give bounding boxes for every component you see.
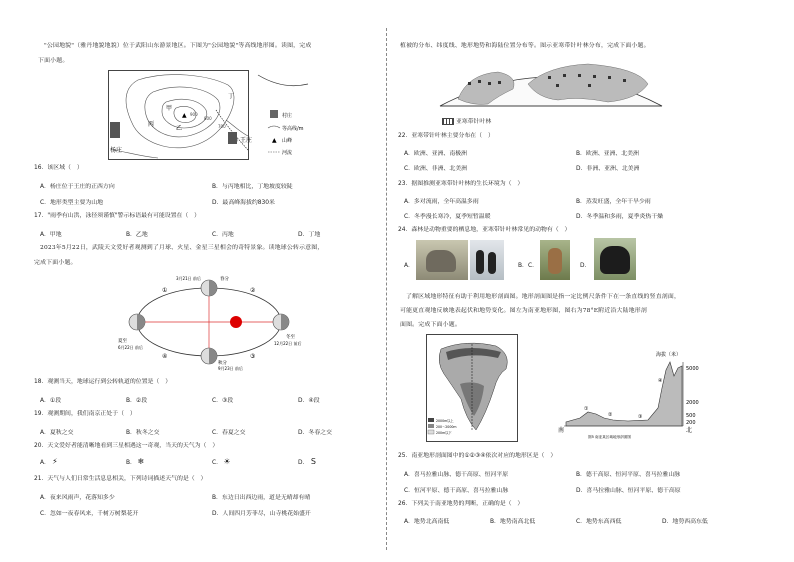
terrain-profile xyxy=(566,362,682,426)
legend-high-swatch xyxy=(428,418,434,422)
q26-option-a[interactable]: A．地势北高南低 xyxy=(404,519,450,525)
q16-option-a[interactable]: A．杨庄位于王庄的正西方向 xyxy=(40,184,115,190)
legend-low-swatch xyxy=(428,430,434,434)
intro2-line2: 完成下面小题。 xyxy=(34,260,77,266)
kangaroo-icon xyxy=(548,248,562,274)
q18-option-c[interactable]: C．③段 xyxy=(212,398,234,404)
label-jia: 甲 xyxy=(166,105,173,112)
tick-2000: 2000 xyxy=(686,400,699,406)
q24-option-b[interactable]: B． xyxy=(518,263,528,269)
legend-mid-swatch xyxy=(428,424,434,428)
forest-legend-swatch xyxy=(442,118,454,125)
q24-option-c[interactable]: C． xyxy=(528,263,539,269)
date-summer: 6月22日 前后 xyxy=(118,345,143,350)
legend-village-icon xyxy=(270,110,278,118)
forest-legend-label: 亚寒带针叶林 xyxy=(455,119,492,125)
q23-option-b[interactable]: B．蒸发旺盛，全年干旱少雨 xyxy=(576,199,651,205)
q26-option-d[interactable]: D．地势西高东低 xyxy=(662,519,708,525)
label-ding: 丁 xyxy=(228,93,235,100)
q21-stem: 21．天气与人们日常生活息息相关，下列诗词描述天气的是（ ） xyxy=(34,476,207,482)
q18-option-d[interactable]: D．④段 xyxy=(298,398,320,404)
q25-option-d[interactable]: D．喜马拉雅山脉、恒河平原、德干高原 xyxy=(576,488,681,494)
intro2-line1: 2023年5月22日，武陵天文爱好者观测到了月球、火星、金星三星相会的奇特景象。读地球公转示意图， xyxy=(40,245,324,251)
legend-river: 河流 xyxy=(282,150,293,156)
elevation-profile xyxy=(558,348,708,442)
q24-option-a[interactable]: A． xyxy=(404,263,414,269)
taiga-distribution-map xyxy=(438,54,664,116)
contour-label-2: 800 xyxy=(204,116,212,121)
contour-lines xyxy=(113,75,248,158)
legend-village: 村庄 xyxy=(282,113,293,119)
label-winter: 冬至 xyxy=(286,335,295,340)
q24-option-d[interactable]: D． xyxy=(580,263,591,269)
q19-option-a[interactable]: A．夏秋之交 xyxy=(40,430,74,436)
label-south: 南 xyxy=(558,427,565,434)
q20-option-d-letter: D． xyxy=(298,460,309,466)
penguin-icon xyxy=(476,250,484,274)
q22-option-c[interactable]: C．欧洲、非洲、北美洲 xyxy=(404,166,468,172)
q17-option-a[interactable]: A．甲地 xyxy=(40,232,62,238)
intro-paragraph-line1: "公园地貌"（雅丹地貌地貌）位于武阳山东游景地区。下图为"公园地貌"等高线地形图。读图，完成 xyxy=(44,43,312,49)
hail-icon: ❄ xyxy=(137,457,145,466)
peak-icon: ▲ xyxy=(182,112,187,119)
q19-option-c[interactable]: C．春夏之交 xyxy=(212,430,246,436)
date-spring: 3月21日 前后 xyxy=(176,276,201,281)
legend-contour: 等高线/m xyxy=(282,126,304,132)
column-divider xyxy=(386,28,387,550)
q25-option-a[interactable]: A．喜马拉雅山脉、德干高原、恒河平原 xyxy=(404,472,509,478)
q22-option-b[interactable]: B．欧洲、亚洲、北美洲 xyxy=(576,151,639,157)
legend-low: 200m以下 xyxy=(436,431,452,435)
penguin-image xyxy=(470,240,504,280)
label-yi: 乙 xyxy=(176,125,183,132)
q21-option-d[interactable]: D．人间四月芳菲尽，山寺桃花始盛开 xyxy=(212,511,311,517)
contour-label-1: 900 xyxy=(190,112,198,117)
q22-stem: 22．亚寒带针叶林主要分布在（ ） xyxy=(398,133,494,139)
earth-shadow xyxy=(281,314,289,330)
q16-option-b[interactable]: B．与丙地相比，丁地坡度较陡 xyxy=(212,184,293,190)
penguin-icon xyxy=(488,252,496,274)
legend-peak: 山峰 xyxy=(282,138,293,144)
label-summer: 夏至 xyxy=(118,339,127,344)
q17-option-b[interactable]: B．乙地 xyxy=(126,232,148,238)
marker-1: ① xyxy=(584,406,589,412)
south-asia-map xyxy=(426,334,518,442)
q16-option-d[interactable]: D．最高峰海拔约830米 xyxy=(212,200,275,206)
date-autumn: 9月23日 前后 xyxy=(218,366,243,371)
q25-option-b[interactable]: B．德干高原、恒河平原、喜马拉雅山脉 xyxy=(576,472,681,478)
q25-stem: 25．南亚地形剖面图中的①②③④依次对应的地形区是（ ） xyxy=(398,453,557,459)
q19-option-d[interactable]: D．冬春之交 xyxy=(298,430,332,436)
profile-caption: 图5 南亚某区域地形剖面图 xyxy=(588,435,631,439)
q20-option-d[interactable] xyxy=(298,457,318,466)
q23-option-c[interactable]: C．冬季漫长寒冷，夏季短暂温暖 xyxy=(404,214,491,220)
elephant-image xyxy=(416,240,468,280)
contour-label-3: 700 xyxy=(218,124,226,129)
legend-contour-icon xyxy=(268,126,280,128)
q22-option-d[interactable]: D．非洲、亚洲、北美洲 xyxy=(576,166,640,172)
q20-option-c-letter: C． xyxy=(212,460,223,466)
village-yangzhuang: 杨庄 xyxy=(110,147,123,154)
intro2-line1: 了解区域地形特征有助于利用地形剖面图。地形剖面图是指一定比例尺条件下在一条直线的竖直剖面， xyxy=(406,294,681,300)
intro2-line2: 可能更直观地反映地表起伏和地势变化。图左为南亚地形图，图右为78°E附近沿大陆地形剖 xyxy=(400,308,647,314)
q18-option-a[interactable]: A．①段 xyxy=(40,398,62,404)
legend-high: 2000m以上 xyxy=(436,419,454,423)
q18-option-b[interactable]: B．②段 xyxy=(126,398,148,404)
q18-stem: 18．观测当天，地球运行到公转轨道的位置是（ ） xyxy=(34,379,172,385)
sunny-icon: ☀ xyxy=(223,457,231,466)
legend-peak-icon: ▲ xyxy=(272,137,277,144)
intro-paragraph-line2: 下面小题。 xyxy=(38,58,69,64)
kangaroo-image xyxy=(540,240,570,280)
village-icon xyxy=(228,132,237,144)
earth-orbit-diagram xyxy=(114,272,304,372)
bear-icon xyxy=(600,246,630,274)
q26-option-c[interactable]: C．地势东高西低 xyxy=(576,519,622,525)
earth-shadow xyxy=(209,280,217,296)
q20-option-b-letter: B． xyxy=(126,460,136,466)
q16-option-c[interactable]: C．地形类型主要为山地 xyxy=(40,200,104,206)
q24-stem: 24．森林是动物重要的栖息地，亚寒带针叶林常见的动物有（ ） xyxy=(398,227,571,233)
sandstorm-icon: S xyxy=(310,457,316,466)
lightning-icon: ⚡ xyxy=(52,457,58,466)
q21-option-c[interactable]: C．忽如一夜春风来，千树万树梨花开 xyxy=(40,511,139,517)
label-spring: 春分 xyxy=(220,277,229,282)
earth-shadow xyxy=(137,314,145,330)
forest-legend xyxy=(442,118,491,127)
label-autumn: 秋分 xyxy=(218,361,227,366)
legend-mid: 200～2000m xyxy=(436,425,457,429)
profile-axis-title: 海拔（米） xyxy=(656,352,682,358)
sun-icon xyxy=(230,316,242,328)
q26-option-b[interactable]: B．地势南高北低 xyxy=(490,519,536,525)
tick-5000: 5000 xyxy=(686,366,699,372)
intro2-line3: 面图。完成下面小题。 xyxy=(400,322,461,328)
q21-option-b[interactable]: B．东边日出西边雨，道是无晴却有晴 xyxy=(212,495,311,501)
right-column xyxy=(398,0,768,562)
tick-200: 200 xyxy=(686,420,696,426)
contour-map xyxy=(108,70,340,160)
q17-stem: 17．"雨季有山洪，泳径须谨慎"警示标语最有可能设置在（ ） xyxy=(34,213,201,219)
village-wangzhuang: 王庄 xyxy=(240,137,253,144)
q26-stem: 26．下列关于南亚地势的判断，正确的是（ ） xyxy=(398,501,524,507)
label-bing: 丙 xyxy=(148,121,155,128)
q25-option-c[interactable]: C．恒河平原、德干高原、喜马拉雅山脉 xyxy=(404,488,509,494)
tick-500: 500 xyxy=(686,413,696,419)
river-outer xyxy=(258,75,308,86)
q19-option-b[interactable]: B．秋冬之交 xyxy=(126,430,160,436)
q20-option-c[interactable] xyxy=(212,457,232,466)
q20-option-b[interactable] xyxy=(126,457,146,466)
continents xyxy=(458,64,648,104)
q22-option-a[interactable]: A．欧洲、亚洲、南极洲 xyxy=(404,151,467,157)
label-north: 北 xyxy=(686,427,693,434)
q21-option-a[interactable]: A．夜来风雨声，花落知多少 xyxy=(40,495,115,501)
segment-1: ① xyxy=(162,287,168,294)
q20-option-a[interactable] xyxy=(40,457,60,466)
segment-3: ③ xyxy=(250,353,256,360)
q19-stem: 19．观测期间，我们南京正处于（ ） xyxy=(34,411,136,417)
left-column xyxy=(34,0,380,562)
segment-2: ② xyxy=(250,287,256,294)
date-winter: 12月22日 前后 xyxy=(274,341,302,346)
right-intro: 植被的分布、纬度线、地形地势和海陆位置分布等。图示亚寒带针叶林分布，完成下面小题。 xyxy=(400,43,650,49)
q20-stem: 20．天文爱好者能清晰地看到三星相遇这一奇观，当天的天气为（ ） xyxy=(34,443,219,449)
q17-option-d[interactable]: D．丁地 xyxy=(298,232,321,238)
q17-option-c[interactable]: C．丙地 xyxy=(212,232,234,238)
village-icon xyxy=(110,122,120,138)
q23-stem: 23．据图推测亚寒带针叶林的生长环境为（ ） xyxy=(398,181,524,187)
marker-3: ③ xyxy=(638,414,643,420)
marker-4: ④ xyxy=(658,378,663,384)
q23-option-d[interactable]: D．冬季温和多雨，夏季炎热干燥 xyxy=(576,214,664,220)
map-frame xyxy=(109,71,249,160)
elephant-icon xyxy=(426,250,456,272)
segment-4: ④ xyxy=(162,353,168,360)
bear-image xyxy=(594,238,636,280)
marker-2: ② xyxy=(608,412,613,418)
q23-option-a[interactable]: A．多对流雨，全年高温多雨 xyxy=(404,199,479,205)
q20-option-a-letter: A． xyxy=(40,460,50,466)
q16-stem: 16．该区域（ ） xyxy=(34,165,83,171)
earth-shadow xyxy=(209,348,217,364)
